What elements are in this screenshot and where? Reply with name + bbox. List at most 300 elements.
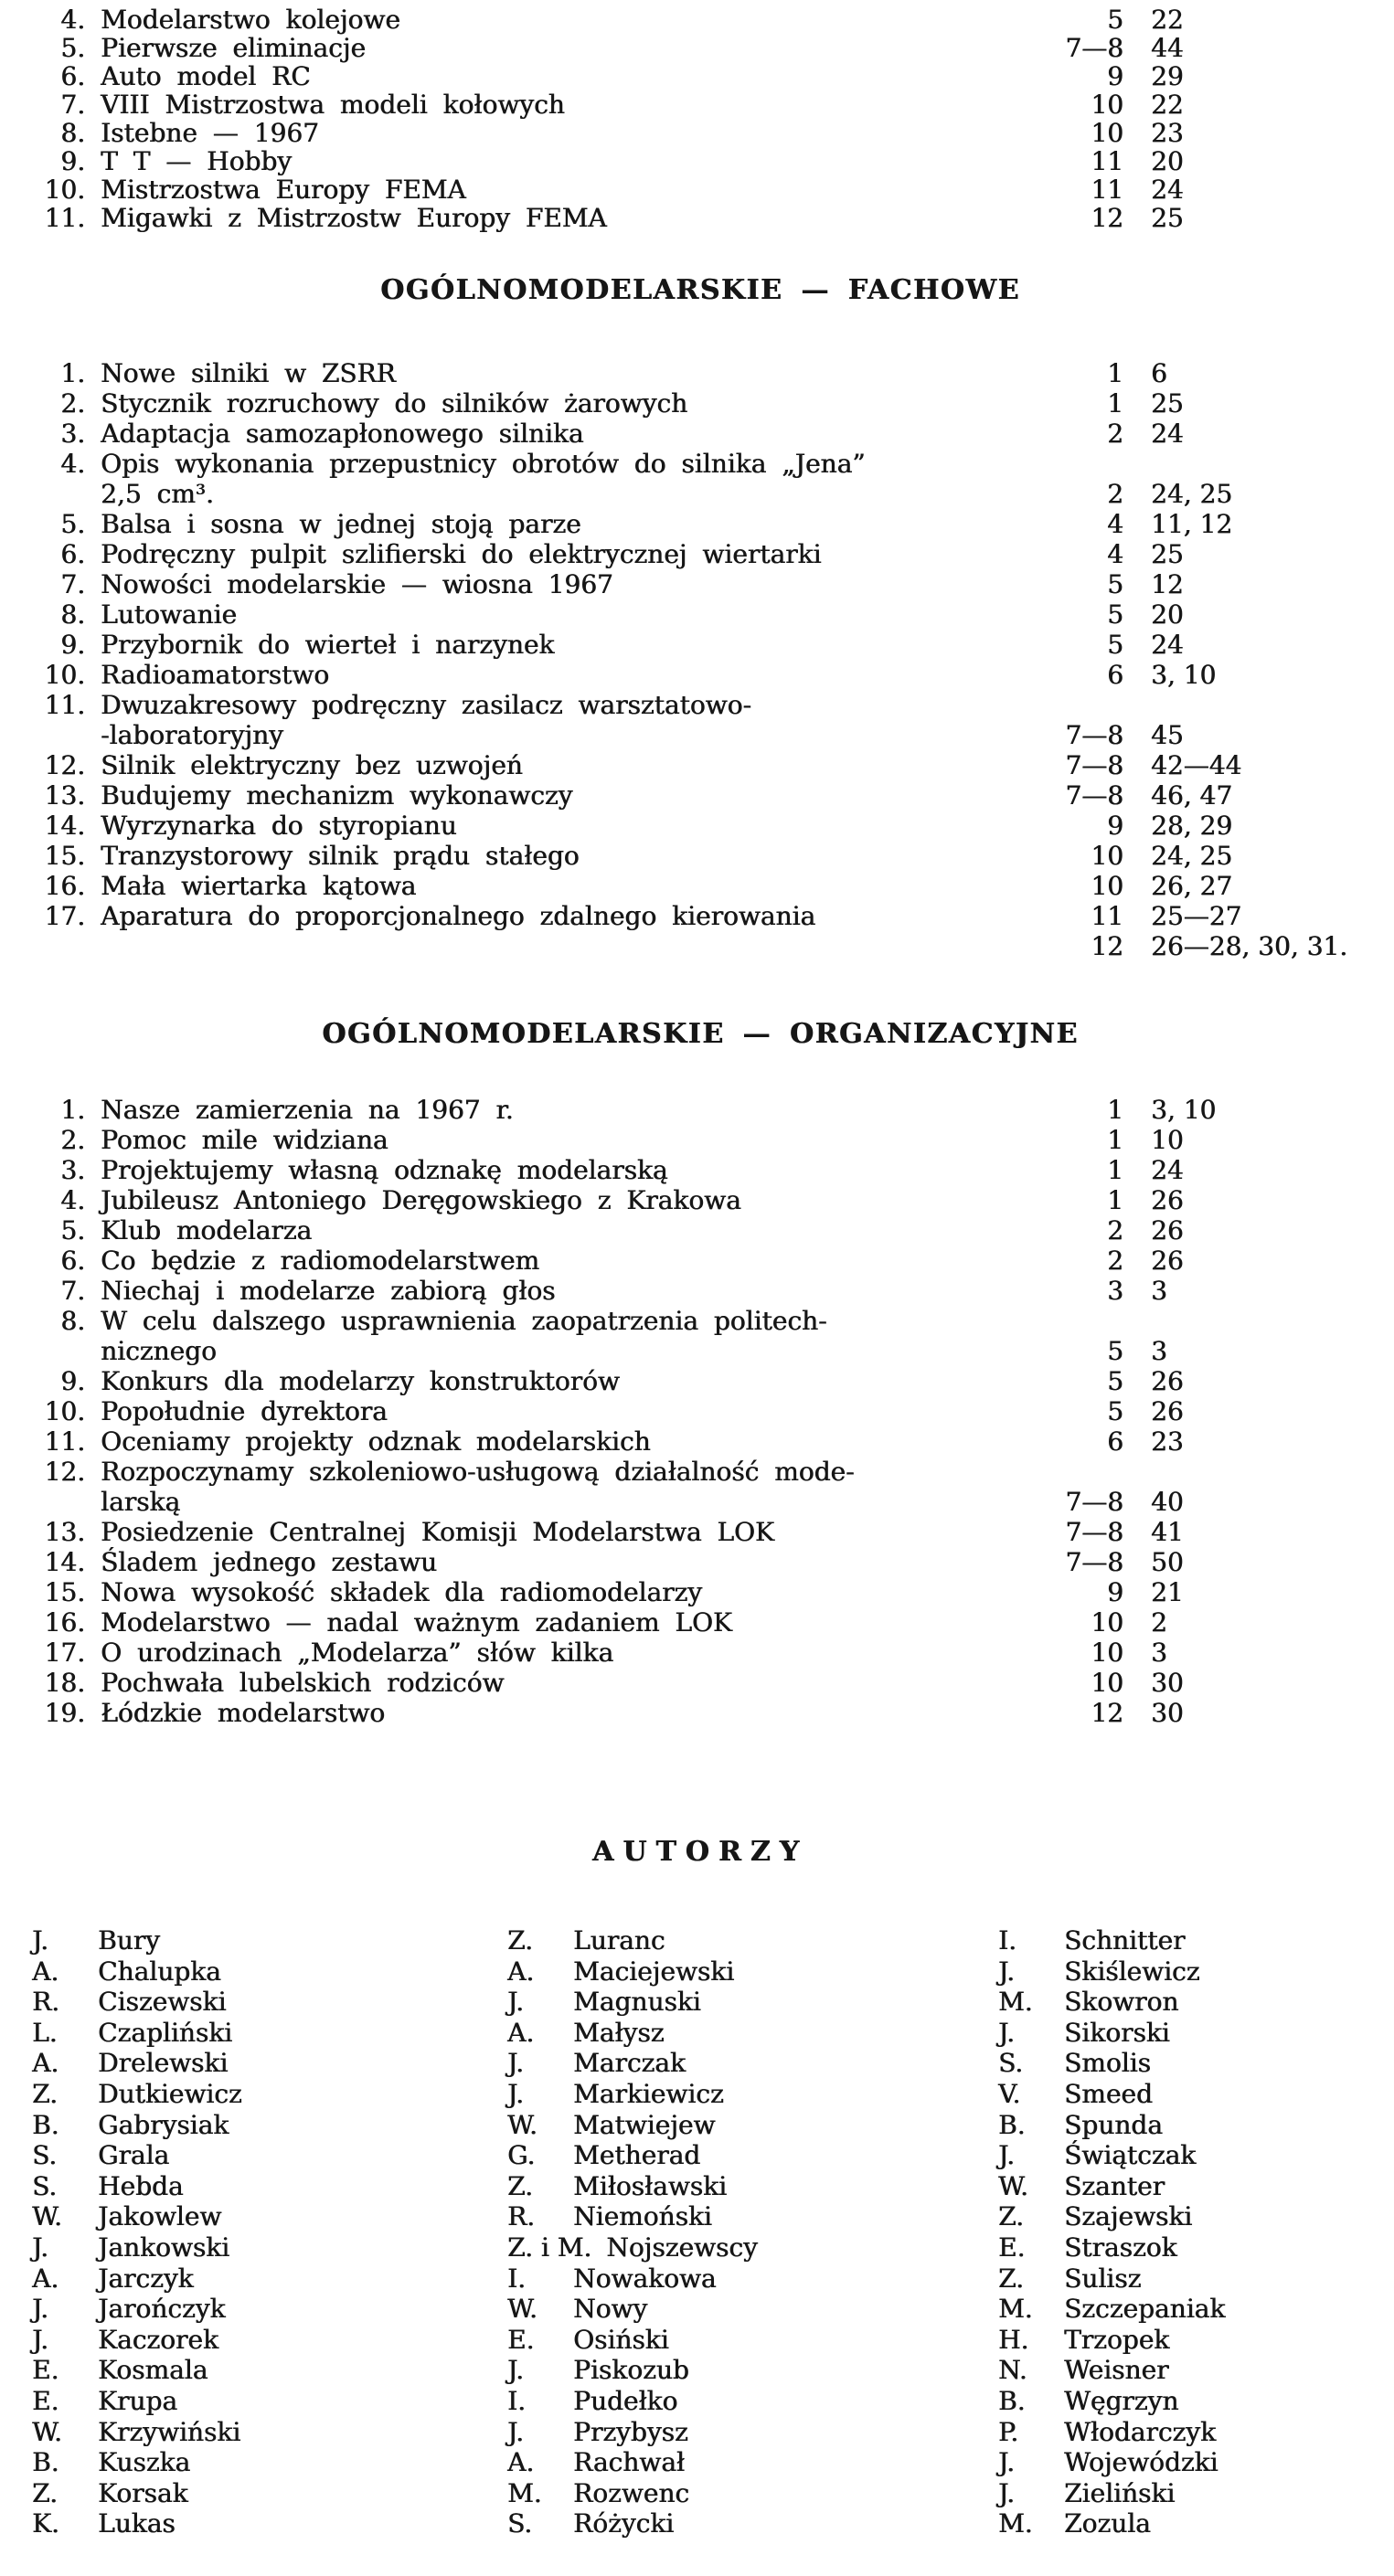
author-surname: Szczepaniak <box>1064 2294 1226 2325</box>
author-initials: J. <box>32 2231 48 2263</box>
toc-item-pages: 23 <box>1151 1426 1184 1457</box>
toc-item-issue: 5 <box>1107 630 1123 660</box>
author-item <box>998 2110 1368 2141</box>
author-surname: Rachwał <box>573 2447 685 2478</box>
author-initials: J. <box>32 1925 48 1956</box>
toc-row <box>32 1396 1368 1426</box>
toc-item-pages: 28, 29 <box>1151 811 1233 841</box>
toc-item-number: 11. <box>44 203 85 233</box>
author-item <box>507 2048 998 2079</box>
author-initials: B. <box>32 2447 59 2478</box>
toc-row <box>32 479 1368 509</box>
toc-row <box>32 599 1368 630</box>
toc-item-number: 9. <box>60 1366 85 1396</box>
toc-item-number: 18. <box>44 1668 85 1698</box>
toc-item-pages: 26 <box>1151 1396 1184 1426</box>
toc-item-number: 19. <box>44 1698 85 1728</box>
author-surname: Grala <box>98 2140 170 2171</box>
toc-item-title: Śladem jednego zestawu <box>101 1547 437 1577</box>
toc-item-number: 14. <box>44 1547 85 1577</box>
toc-item-pages: 25 <box>1151 203 1184 233</box>
author-initials: J. <box>507 1987 524 2018</box>
toc-item-number: 2. <box>60 1125 85 1155</box>
author-surname: Luranc <box>573 1925 665 1956</box>
toc-item-title: larską <box>101 1487 181 1517</box>
author-surname: Marczak <box>573 2048 686 2079</box>
toc-item-number: 4. <box>60 5 85 35</box>
toc-row <box>32 1547 1368 1577</box>
author-initials: I. <box>998 1925 1016 1956</box>
toc-item-title: Posiedzenie Centralnej Komisji Modelarstwa LOK <box>101 1517 774 1547</box>
author-item <box>507 2325 998 2356</box>
toc-item-title: Niechaj i modelarze zabiorą głos <box>101 1276 556 1306</box>
author-item <box>998 2417 1368 2448</box>
toc-item-title: Nowości modelarskie — wiosna 1967 <box>101 569 613 599</box>
toc-row <box>32 62 1368 90</box>
toc-item-number: 6. <box>60 61 85 91</box>
toc-item-pages: 45 <box>1151 720 1184 750</box>
author-initials: E. <box>998 2231 1026 2263</box>
toc-item-issue: 1 <box>1107 1185 1123 1215</box>
author-initials: J. <box>998 2017 1015 2048</box>
toc-item-issue: 7—8 <box>1065 1517 1123 1547</box>
author-surname: Rozwenc <box>573 2477 689 2508</box>
toc-section-fachowe <box>32 274 1368 961</box>
toc-item-issue: 9 <box>1107 61 1123 91</box>
toc-item-issue: 10 <box>1091 871 1123 901</box>
toc-item-pages: 30 <box>1151 1698 1184 1728</box>
author-item <box>507 2417 998 2448</box>
author-initials: A. <box>507 2447 535 2478</box>
author-surname: Różycki <box>573 2508 675 2539</box>
toc-item-pages: 26 <box>1151 1246 1184 1276</box>
toc-row <box>32 1095 1368 1125</box>
toc-row <box>32 1125 1368 1155</box>
toc-item-title: Radioamatorstwo <box>101 660 330 690</box>
toc-item-issue: 9 <box>1107 811 1123 841</box>
toc-item-number: 3. <box>60 1155 85 1185</box>
author-item <box>507 2201 998 2232</box>
toc-item-title: Klub modelarza <box>101 1215 313 1246</box>
author-item <box>32 2355 507 2386</box>
toc-item-issue: 2 <box>1107 419 1123 449</box>
author-item <box>32 1925 507 1956</box>
author-surname: Węgrzyn <box>1064 2385 1179 2416</box>
toc-item-issue: 10 <box>1091 1607 1123 1638</box>
toc-item-issue: 2 <box>1107 479 1123 509</box>
author-item <box>998 2263 1368 2295</box>
toc-item-number: 17. <box>44 901 85 931</box>
author-surname: Smeed <box>1064 2078 1153 2109</box>
toc-item-pages: 3, 10 <box>1151 1095 1217 1125</box>
author-surname: Skowron <box>1064 1987 1179 2018</box>
toc-item-issue: 5 <box>1107 569 1123 599</box>
toc-item-title: Nowe silniki w ZSRR <box>101 358 396 388</box>
toc-item-number: 10. <box>44 1396 85 1426</box>
toc-item-pages: 29 <box>1151 61 1184 91</box>
toc-item-pages: 42—44 <box>1151 750 1242 780</box>
toc-item-issue: 5 <box>1107 1336 1123 1366</box>
author-initials: Z. <box>507 1925 533 1956</box>
author-item <box>998 2447 1368 2478</box>
author-item <box>507 2079 998 2110</box>
toc-item-pages: 12 <box>1151 569 1184 599</box>
toc-item-issue: 5 <box>1107 599 1123 630</box>
toc-item-issue: 12 <box>1091 203 1123 233</box>
toc-row <box>32 630 1368 660</box>
author-item <box>32 2140 507 2171</box>
author-item <box>32 2447 507 2478</box>
toc-item-pages: 44 <box>1151 33 1184 63</box>
author-item <box>507 2294 998 2325</box>
author-initials: J. <box>998 2140 1015 2171</box>
author-initials: M. <box>998 2508 1033 2539</box>
toc-item-title: Rozpoczynamy szkoleniowo-usługową działalność mode- <box>101 1457 855 1487</box>
toc-item-issue: 3 <box>1107 1276 1123 1306</box>
toc-row <box>32 569 1368 599</box>
toc-item-title: Pomoc mile widziana <box>101 1125 388 1155</box>
toc-row <box>32 1607 1368 1638</box>
author-surname: Szanter <box>1064 2170 1165 2201</box>
author-surname: Miłosławski <box>573 2170 727 2201</box>
toc-item-title: Mała wiertarka kątowa <box>101 871 417 901</box>
author-item <box>32 2294 507 2325</box>
toc-row <box>32 1517 1368 1547</box>
author-item <box>32 2325 507 2356</box>
author-initials: Z. <box>998 2263 1024 2294</box>
toc-section-continued <box>32 5 1368 232</box>
author-initials: A. <box>32 2048 59 2079</box>
author-surname: Kosmala <box>98 2355 208 2386</box>
author-surname: Jakowlew <box>98 2201 222 2232</box>
toc-item-pages: 24 <box>1151 175 1184 205</box>
toc-item-issue: 10 <box>1091 841 1123 871</box>
section-header-organizacyjne: OGÓLNOMODELARSKIE — ORGANIZACYJNE <box>322 1018 1079 1050</box>
toc-item-pages: 24 <box>1151 1155 1184 1185</box>
author-initials: J. <box>998 2477 1015 2508</box>
toc-item-title: Migawki z Mistrzostw Europy FEMA <box>101 203 607 233</box>
author-initials: J. <box>507 2355 524 2386</box>
toc-row <box>32 901 1368 931</box>
toc-item-issue: 10 <box>1091 1638 1123 1668</box>
author-initials: J. <box>998 2447 1015 2478</box>
author-item <box>32 2417 507 2448</box>
author-surname: Piskozub <box>573 2355 689 2386</box>
author-initials: W. <box>998 2170 1028 2201</box>
author-initials: W. <box>507 2109 537 2140</box>
author-surname: Małysz <box>573 2017 665 2048</box>
toc-list <box>32 1095 1368 1728</box>
author-initials: Z. <box>507 2170 533 2201</box>
author-initials: M. <box>998 2294 1033 2325</box>
author-surname: Korsak <box>98 2477 188 2508</box>
toc-row <box>32 1668 1368 1698</box>
author-surname: Jarczyk <box>98 2263 194 2294</box>
toc-item-title: Przybornik do wierteł i narzynek <box>101 630 555 660</box>
author-initials: B. <box>998 2385 1026 2416</box>
toc-item-number: 8. <box>60 599 85 630</box>
author-surname: Osiński <box>573 2324 669 2355</box>
toc-row <box>32 780 1368 811</box>
toc-item-title: Mistrzostwa Europy FEMA <box>101 175 466 205</box>
toc-row <box>32 811 1368 841</box>
author-item <box>507 1987 998 2018</box>
toc-row <box>32 119 1368 147</box>
toc-item-title: Jubileusz Antoniego Deręgowskiego z Krakowa <box>101 1185 741 1215</box>
toc-item-number: 4. <box>60 1185 85 1215</box>
toc-item-issue: 10 <box>1091 118 1123 148</box>
toc-row <box>32 1487 1368 1517</box>
toc-item-number: 15. <box>44 841 85 871</box>
toc-item-title: Opis wykonania przepustnicy obrotów do silnika „Jena” <box>101 449 866 479</box>
toc-row <box>32 871 1368 901</box>
toc-item-number: 16. <box>44 1607 85 1638</box>
toc-item-number: 12. <box>44 1457 85 1487</box>
author-item <box>32 2201 507 2232</box>
toc-item-pages: 41 <box>1151 1517 1184 1547</box>
author-surname: Jarończyk <box>98 2294 226 2325</box>
author-surname: Hebda <box>98 2170 184 2201</box>
author-item <box>998 2355 1368 2386</box>
toc-item-issue: 7—8 <box>1065 33 1123 63</box>
toc-item-title: Modelarstwo — nadal ważnym zadaniem LOK <box>101 1607 732 1638</box>
author-surname: Kuszka <box>98 2447 191 2478</box>
author-item <box>507 2232 998 2263</box>
toc-item-issue: 10 <box>1091 90 1123 120</box>
author-initials: M. <box>507 2477 542 2508</box>
author-surname: Spunda <box>1064 2109 1163 2140</box>
author-initials: J. <box>507 2078 524 2109</box>
author-surname: Kaczorek <box>98 2324 218 2355</box>
toc-item-title: O urodzinach „Modelarza” słów kilka <box>101 1638 614 1668</box>
toc-item-number: 10. <box>44 660 85 690</box>
author-surname: Sulisz <box>1064 2263 1142 2294</box>
author-item <box>998 2325 1368 2356</box>
author-initials: B. <box>998 2109 1026 2140</box>
toc-section-organizacyjne <box>32 1018 1368 1728</box>
author-surname: Smolis <box>1064 2048 1151 2079</box>
author-initials: J. <box>32 2294 48 2325</box>
author-surname: Krupa <box>98 2385 177 2416</box>
author-initials: J. <box>32 2324 48 2355</box>
author-surname: Maciejewski <box>573 1956 735 1987</box>
author-initials: K. <box>32 2508 59 2539</box>
toc-item-title: Lutowanie <box>101 599 237 630</box>
author-initials: R. <box>32 1987 59 2018</box>
toc-row <box>32 1457 1368 1487</box>
toc-item-number: 13. <box>44 780 85 811</box>
toc-item-issue: 12 <box>1091 1698 1123 1728</box>
author-item <box>998 2508 1368 2539</box>
author-initials: Z. <box>32 2078 58 2109</box>
author-surname: Czapliński <box>98 2017 233 2048</box>
toc-item-number: 16. <box>44 871 85 901</box>
toc-item-number: 2. <box>60 388 85 419</box>
author-initials: R. <box>507 2201 535 2232</box>
toc-row <box>32 539 1368 569</box>
author-item <box>507 2478 998 2509</box>
toc-item-pages: 25—27 <box>1151 901 1242 931</box>
toc-item-title: W celu dalszego usprawnienia zaopatrzenia politech- <box>101 1306 827 1336</box>
toc-item-title: Wyrzynarka do styropianu <box>101 811 457 841</box>
toc-row <box>32 720 1368 750</box>
toc-item-title: Pierwsze eliminacje <box>101 33 366 63</box>
toc-item-pages: 3 <box>1151 1336 1167 1366</box>
author-initials: Z. i M. <box>507 2231 592 2263</box>
toc-item-title: Oceniamy projekty odznak modelarskich <box>101 1426 651 1457</box>
author-surname: Markiewicz <box>573 2078 724 2109</box>
author-initials: A. <box>32 2263 59 2294</box>
toc-row <box>32 1336 1368 1366</box>
author-surname: Nojszewscy <box>606 2231 758 2263</box>
author-item <box>507 2110 998 2141</box>
toc-item-number: 6. <box>60 539 85 569</box>
author-initials: I. <box>507 2263 526 2294</box>
author-item <box>32 2232 507 2263</box>
author-initials: A. <box>32 1956 59 1987</box>
toc-item-number: 14. <box>44 811 85 841</box>
author-item <box>32 2386 507 2417</box>
authors-column-1 <box>32 1925 507 2539</box>
author-item <box>507 2263 998 2295</box>
author-initials: S. <box>32 2140 58 2171</box>
toc-item-pages: 2 <box>1151 1607 1167 1638</box>
toc-row <box>32 690 1368 720</box>
toc-list <box>32 358 1368 961</box>
author-item <box>32 2171 507 2202</box>
toc-item-number: 17. <box>44 1638 85 1668</box>
author-initials: N. <box>998 2355 1027 2386</box>
toc-item-title: 2,5 cm³. <box>101 479 214 509</box>
author-item <box>507 2508 998 2539</box>
author-surname: Trzopek <box>1064 2324 1170 2355</box>
author-surname: Szajewski <box>1064 2201 1193 2232</box>
toc-item-issue: 6 <box>1107 660 1123 690</box>
author-initials: S. <box>507 2508 533 2539</box>
toc-item-issue: 1 <box>1107 1095 1123 1125</box>
toc-row <box>32 419 1368 449</box>
toc-item-title: Silnik elektryczny bez uzwojeń <box>101 750 523 780</box>
author-initials: G. <box>507 2140 536 2171</box>
toc-item-number: 8. <box>60 118 85 148</box>
toc-item-title: Dwuzakresowy podręczny zasilacz warsztatowo- <box>101 690 751 720</box>
toc-row <box>32 358 1368 388</box>
toc-row <box>32 90 1368 119</box>
toc-item-title: Adaptacja samozapłonowego silnika <box>101 419 584 449</box>
author-item <box>32 2478 507 2509</box>
toc-item-pages: 50 <box>1151 1547 1184 1577</box>
toc-item-number: 13. <box>44 1517 85 1547</box>
toc-item-pages: 26—28, 30, 31. <box>1151 931 1348 961</box>
toc-row <box>32 931 1368 961</box>
toc-row <box>32 660 1368 690</box>
author-item <box>32 1987 507 2018</box>
author-item <box>507 2386 998 2417</box>
author-initials: Z. <box>998 2201 1024 2232</box>
toc-item-issue: 5 <box>1107 5 1123 35</box>
toc-item-issue: 9 <box>1107 1577 1123 1607</box>
author-item <box>998 1956 1368 1988</box>
author-surname: Pudełko <box>573 2385 678 2416</box>
author-item <box>998 2478 1368 2509</box>
toc-item-issue: 4 <box>1107 539 1123 569</box>
author-surname: Drelewski <box>98 2048 229 2079</box>
toc-row <box>32 1366 1368 1396</box>
author-surname: Weisner <box>1064 2355 1169 2386</box>
toc-item-number: 5. <box>60 1215 85 1246</box>
toc-item-pages: 26 <box>1151 1215 1184 1246</box>
author-surname: Bury <box>98 1925 160 1956</box>
author-initials: W. <box>507 2294 537 2325</box>
toc-row <box>32 147 1368 175</box>
author-item <box>32 2048 507 2079</box>
author-surname: Matwiejew <box>573 2109 716 2140</box>
author-initials: E. <box>32 2385 59 2416</box>
author-item <box>998 2048 1368 2079</box>
toc-item-title: Aparatura do proporcjonalnego zdalnego kierowania <box>101 901 816 931</box>
toc-item-number: 7. <box>60 1276 85 1306</box>
author-surname: Przybysz <box>573 2416 688 2447</box>
toc-item-number: 5. <box>60 33 85 63</box>
author-initials: W. <box>32 2201 62 2232</box>
author-item <box>998 2294 1368 2325</box>
toc-row <box>32 1638 1368 1668</box>
toc-item-title: Co będzie z radiomodelarstwem <box>101 1246 539 1276</box>
toc-item-title: Auto model RC <box>101 61 311 91</box>
authors-section <box>32 1836 1368 2539</box>
author-initials: I. <box>507 2385 526 2416</box>
toc-item-issue: 11 <box>1091 901 1123 931</box>
toc-item-pages: 10 <box>1151 1125 1184 1155</box>
toc-item-number: 3. <box>60 419 85 449</box>
author-item <box>998 1925 1368 1956</box>
toc-item-title: Projektujemy własną odznakę modelarską <box>101 1155 668 1185</box>
author-initials: E. <box>32 2355 59 2386</box>
toc-item-number: 15. <box>44 1577 85 1607</box>
author-surname: Magnuski <box>573 1987 701 2018</box>
author-item <box>507 1956 998 1988</box>
author-initials: J. <box>507 2048 524 2079</box>
toc-list <box>32 5 1368 232</box>
author-item <box>998 1987 1368 2018</box>
toc-item-pages: 6 <box>1151 358 1167 388</box>
author-initials: B. <box>32 2109 59 2140</box>
author-surname: Straszok <box>1064 2231 1177 2263</box>
author-initials: M. <box>998 1987 1033 2018</box>
author-surname: Włodarczyk <box>1064 2416 1216 2447</box>
author-item <box>507 1925 998 1956</box>
toc-item-pages: 24 <box>1151 630 1184 660</box>
toc-item-issue: 7—8 <box>1065 1487 1123 1517</box>
author-surname: Chalupka <box>98 1956 221 1987</box>
author-item <box>998 2018 1368 2049</box>
toc-row <box>32 34 1368 62</box>
toc-item-pages: 30 <box>1151 1668 1184 1698</box>
toc-item-pages: 24, 25 <box>1151 479 1233 509</box>
toc-item-title: Istebne — 1967 <box>101 118 319 148</box>
toc-item-pages: 24, 25 <box>1151 841 1233 871</box>
author-surname: Sikorski <box>1064 2017 1170 2048</box>
author-surname: Dutkiewicz <box>98 2078 242 2109</box>
toc-row <box>32 841 1368 871</box>
toc-item-pages: 21 <box>1151 1577 1184 1607</box>
author-surname: Wojewódzki <box>1064 2447 1218 2478</box>
toc-row <box>32 1577 1368 1607</box>
toc-item-number: 11. <box>44 1426 85 1457</box>
toc-item-title: Nowa wysokość składek dla radiomodelarzy <box>101 1577 702 1607</box>
toc-item-title: Tranzystorowy silnik prądu stałego <box>101 841 580 871</box>
toc-item-number: 8. <box>60 1306 85 1336</box>
